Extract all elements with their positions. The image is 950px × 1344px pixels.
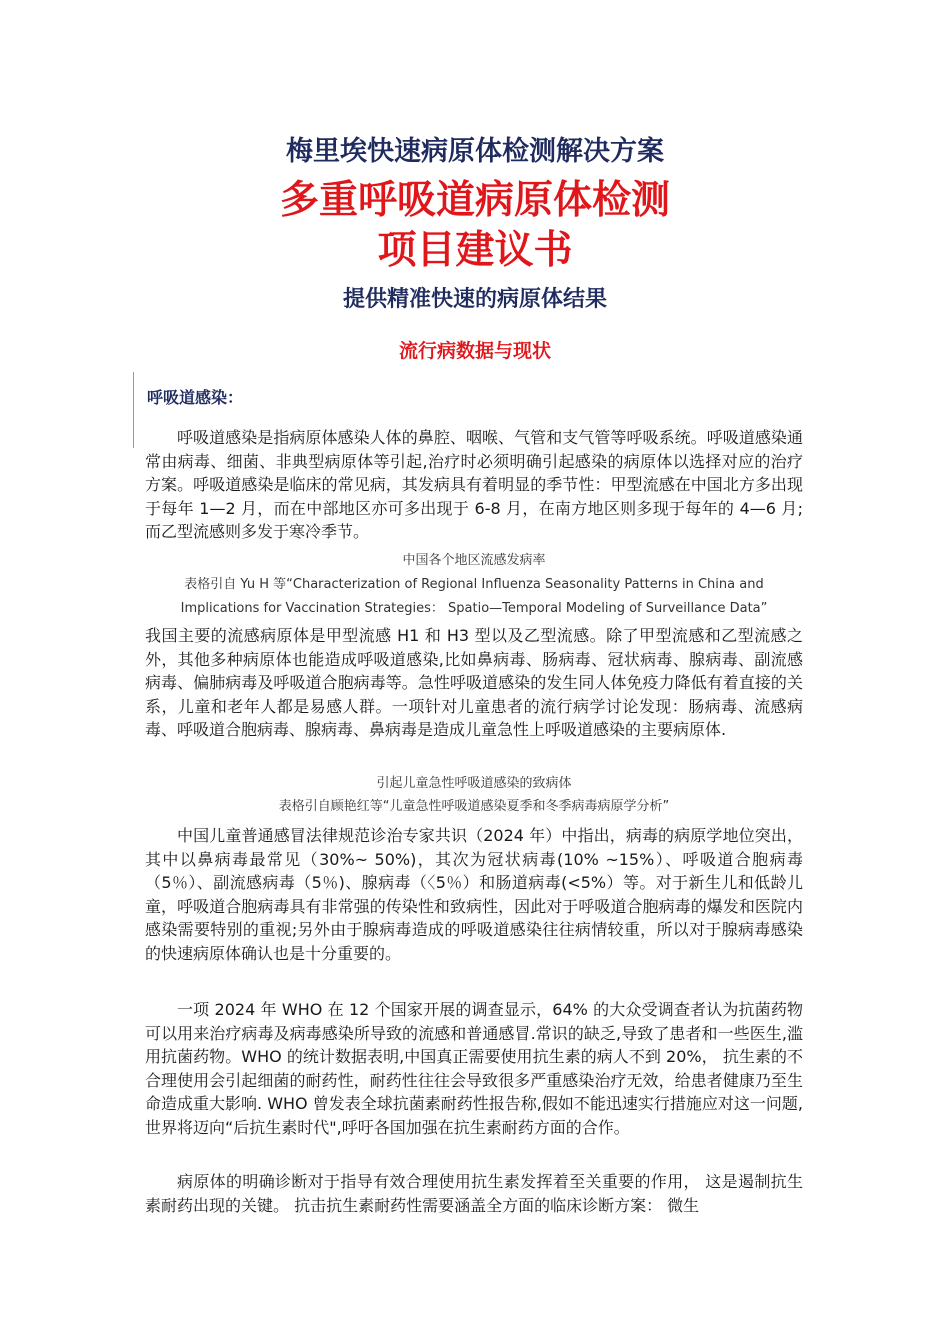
paragraph-diagnosis-importance: 病原体的明确诊断对于指导有效合理使用抗生素发挥着至关重要的作用， 这是遏制抗生素耐药出现的关键。 抗击抗生素耐药性需要涵盖全方面的临床诊断方案： 微生 [145,1172,803,1215]
margin-rule [133,372,134,448]
subsection-heading: 呼吸道感染： [147,388,244,407]
table-caption-child-pathogens: 引起儿童急性呼吸道感染的致病体 [376,776,572,791]
main-title: 多重呼吸道病原体检测 [279,178,670,223]
table-citation-line-1: 表格引自 Yu H 等“Characterization of Regional Influenza Seasonality Patterns in China and [184,577,764,592]
paragraph-influenza-pathogens: 我国主要的流感病原体是甲型流感 H1 和 H3 型以及乙型流感。除了甲型流感和乙型流感之外，其他多种病原体也能造成呼吸道感染,比如鼻病毒、肠病毒、冠状病毒、腺病毒、副流感病毒、偏肺病毒及呼吸道合胞病毒等。急性呼吸道感染的发生同人体免疫力降低有着直接的关系，儿童和老年人都是易感人群。一项针对儿童患者的流行病学讨论发现：肠病毒、流感病毒、呼吸道合胞病毒、腺病毒、鼻病毒是造成儿童急性上呼吸道感染的主要病原体. [145,626,803,739]
table-citation-child-pathogens: 表格引自顾艳红等“儿童急性呼吸道感染夏季和冬季病毒病原学分析” [278,799,670,814]
paragraph-expert-consensus: 中国儿童普通感冒法律规范诊治专家共识（2024 年）中指出，病毒的病原学地位突出，其中以鼻病毒最常见（30%~ 50%)，其次为冠状病毒(10% ~15%）、呼吸道合胞病毒（5％）、副流感病毒（5％)、腺病毒（〈5％）和肠道病毒(<5%）等。对于新生儿和低龄儿童，呼吸道合胞病毒具有非常强的传染性和致病性，因此对于呼吸道合胞病毒的爆发和医院内感染需要特别的重视;另外由于腺病毒造成的呼吸道感染往往病情较重，所以对于腺病毒感染的快速病原体确认也是十分重要的。 [145,826,803,963]
section-heading: 流行病数据与现状 [398,340,551,362]
proposal-title: 项目建议书 [377,228,573,273]
paragraph-who-survey: 一项 2024 年 WHO 在 12 个国家开展的调查显示，64% 的大众受调查者认为抗菌药物可以用来治疗病毒及病毒感染所导致的流感和普通感冒.常识的缺乏,导致了患者和一些医生,滥用抗菌药物。WHO 的统计数据表明,中国真正需要使用抗生素的病人不到 20%， 抗生素的不合理使用会引起细菌的耐药性，耐药性往往会导致很多严重感染治疗无效，给患者健康乃至生命造成重大影响. WHO 曾发表全球抗菌素耐药性报告称,假如不能迅速实行措施应对这一问题,世界将迈向“后抗生素时代",呼吁各国加强在抗生素耐药方面的合作。 [145,1000,803,1137]
paragraph-respiratory-infection: 呼吸道感染是指病原体感染人体的鼻腔、咽喉、气管和支气管等呼吸系统。呼吸道感染通常由病毒、细菌、非典型病原体等引起,治疗时必须明确引起感染的病原体以选择对应的治疗方案。呼吸道感染是临床的常见病，其发病具有着明显的季节性：甲型流感在中国北方多出现于每年 1—2 月，而在中部地区亦可多出现于 6-8 月，在南方地区则多现于每年的 4—6 月;而乙型流感则多发于寒冷季节。 [145,428,803,541]
company-solution-title: 梅里埃快速病原体检测解决方案 [286,136,664,167]
table-caption-influenza-incidence: 中国各个地区流感发病率 [402,553,546,568]
table-citation-line-2: Implications for Vaccination Strategies： Spatio—Temporal Modeling of Surveillance Data” [180,601,768,616]
tagline: 提供精准快速的病原体结果 [342,287,607,312]
